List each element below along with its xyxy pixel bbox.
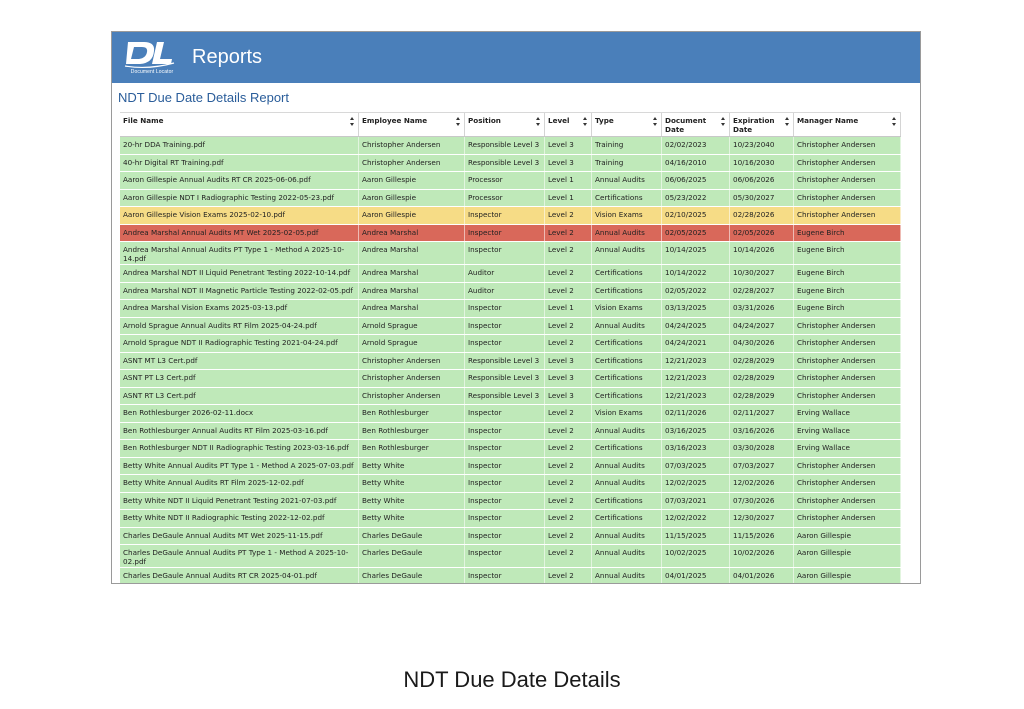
document-locator-logo[interactable] xyxy=(124,36,176,78)
cell-employee-name: Aaron Gillespie xyxy=(359,207,465,224)
cell-type: Certifications xyxy=(592,370,662,387)
column-header-label: Expiration Date xyxy=(733,116,775,134)
cell-manager-name: Eugene Birch xyxy=(794,242,901,264)
cell-expiration-date: 10/14/2026 xyxy=(730,242,794,264)
table-row[interactable] xyxy=(120,283,901,301)
cell-manager-name: Christopher Andersen xyxy=(794,172,901,189)
cell-employee-name: Andrea Marshal xyxy=(359,242,465,264)
cell-document-date: 10/14/2022 xyxy=(662,265,730,282)
cell-expiration-date: 04/24/2027 xyxy=(730,318,794,335)
app-title: Reports xyxy=(192,46,263,68)
cell-manager-name: Christopher Andersen xyxy=(794,335,901,352)
cell-level: Level 2 xyxy=(545,207,592,224)
table-row[interactable] xyxy=(120,137,901,155)
cell-level: Level 2 xyxy=(545,423,592,440)
sort-icon xyxy=(536,117,541,128)
cell-position: Responsible Level 3 xyxy=(465,388,545,405)
cell-employee-name: Andrea Marshal xyxy=(359,300,465,317)
cell-employee-name: Andrea Marshal xyxy=(359,225,465,242)
cell-document-date: 12/21/2023 xyxy=(662,370,730,387)
cell-expiration-date: 02/28/2027 xyxy=(730,283,794,300)
cell-employee-name: Ben Rothlesburger xyxy=(359,440,465,457)
cell-employee-name: Andrea Marshal xyxy=(359,265,465,282)
reports-window xyxy=(111,31,921,584)
cell-manager-name: Christopher Andersen xyxy=(794,388,901,405)
cell-position: Inspector xyxy=(465,207,545,224)
cell-document-date: 02/05/2022 xyxy=(662,283,730,300)
cell-document-date: 10/14/2025 xyxy=(662,242,730,264)
cell-level: Level 2 xyxy=(545,405,592,422)
cell-expiration-date: 12/02/2026 xyxy=(730,475,794,492)
column-header-position[interactable] xyxy=(465,113,545,136)
table-row[interactable] xyxy=(120,155,901,173)
cell-position: Inspector xyxy=(465,528,545,545)
cell-document-date: 02/05/2025 xyxy=(662,225,730,242)
table-row[interactable] xyxy=(120,300,901,318)
cell-level: Level 2 xyxy=(545,458,592,475)
cell-document-date: 02/02/2023 xyxy=(662,137,730,154)
table-row[interactable] xyxy=(120,190,901,208)
cell-type: Annual Audits xyxy=(592,242,662,264)
cell-level: Level 2 xyxy=(545,225,592,242)
cell-manager-name: Christopher Andersen xyxy=(794,510,901,527)
table-row[interactable] xyxy=(120,335,901,353)
table-row[interactable] xyxy=(120,423,901,441)
cell-level: Level 2 xyxy=(545,318,592,335)
cell-document-date: 03/16/2023 xyxy=(662,440,730,457)
cell-type: Certifications xyxy=(592,265,662,282)
cell-position: Inspector xyxy=(465,493,545,510)
table-body xyxy=(120,137,901,584)
cell-document-date: 04/16/2010 xyxy=(662,155,730,172)
cell-employee-name: Christopher Andersen xyxy=(359,155,465,172)
cell-expiration-date: 10/02/2026 xyxy=(730,545,794,567)
cell-expiration-date: 11/15/2026 xyxy=(730,528,794,545)
cell-position: Responsible Level 3 xyxy=(465,370,545,387)
cell-document-date: 07/03/2025 xyxy=(662,458,730,475)
cell-file-name: 40-hr Digital RT Training.pdf xyxy=(120,155,359,172)
cell-type: Vision Exams xyxy=(592,405,662,422)
cell-file-name: Betty White Annual Audits RT Film 2025-12-02.pdf xyxy=(120,475,359,492)
sort-icon xyxy=(653,117,658,128)
cell-employee-name: Charles DeGaule xyxy=(359,528,465,545)
cell-type: Certifications xyxy=(592,388,662,405)
cell-expiration-date: 03/16/2026 xyxy=(730,423,794,440)
column-header-label: Position xyxy=(468,116,501,125)
cell-document-date: 12/21/2023 xyxy=(662,353,730,370)
cell-type: Training xyxy=(592,137,662,154)
column-header-label: Document Date xyxy=(665,116,707,134)
table-row[interactable] xyxy=(120,242,901,265)
cell-type: Certifications xyxy=(592,335,662,352)
cell-manager-name: Christopher Andersen xyxy=(794,190,901,207)
cell-level: Level 2 xyxy=(545,475,592,492)
cell-level: Level 3 xyxy=(545,155,592,172)
cell-document-date: 02/11/2026 xyxy=(662,405,730,422)
cell-file-name: Aaron Gillespie Vision Exams 2025-02-10.pdf xyxy=(120,207,359,224)
cell-position: Inspector xyxy=(465,545,545,567)
column-header-document-date[interactable] xyxy=(662,113,730,136)
cell-level: Level 3 xyxy=(545,137,592,154)
cell-manager-name: Eugene Birch xyxy=(794,300,901,317)
cell-level: Level 2 xyxy=(545,440,592,457)
cell-expiration-date: 04/01/2026 xyxy=(730,568,794,584)
sort-icon xyxy=(350,117,355,128)
cell-expiration-date: 02/28/2029 xyxy=(730,370,794,387)
cell-position: Processor xyxy=(465,172,545,189)
report-title: NDT Due Date Details Report xyxy=(118,90,289,105)
table-row[interactable] xyxy=(120,475,901,493)
cell-manager-name: Christopher Andersen xyxy=(794,458,901,475)
cell-file-name: Ben Rothlesburger Annual Audits RT Film 2025-03-16.pdf xyxy=(120,423,359,440)
cell-expiration-date: 03/31/2026 xyxy=(730,300,794,317)
cell-position: Auditor xyxy=(465,283,545,300)
sort-icon xyxy=(892,117,897,128)
dl-logo-icon xyxy=(124,36,176,70)
cell-position: Inspector xyxy=(465,405,545,422)
table-row[interactable] xyxy=(120,405,901,423)
cell-expiration-date: 02/28/2029 xyxy=(730,388,794,405)
cell-employee-name: Christopher Andersen xyxy=(359,370,465,387)
cell-type: Annual Audits xyxy=(592,225,662,242)
cell-manager-name: Eugene Birch xyxy=(794,225,901,242)
cell-expiration-date: 06/06/2026 xyxy=(730,172,794,189)
table-row[interactable] xyxy=(120,528,901,546)
cell-type: Certifications xyxy=(592,190,662,207)
cell-expiration-date: 07/03/2027 xyxy=(730,458,794,475)
cell-type: Annual Audits xyxy=(592,545,662,567)
cell-document-date: 04/01/2025 xyxy=(662,568,730,584)
cell-type: Annual Audits xyxy=(592,172,662,189)
table-row[interactable] xyxy=(120,318,901,336)
cell-type: Annual Audits xyxy=(592,568,662,584)
cell-manager-name: Christopher Andersen xyxy=(794,370,901,387)
cell-document-date: 12/02/2025 xyxy=(662,475,730,492)
cell-file-name: Aaron Gillespie NDT I Radiographic Testing 2022-05-23.pdf xyxy=(120,190,359,207)
cell-file-name: Andrea Marshal Annual Audits MT Wet 2025-02-05.pdf xyxy=(120,225,359,242)
cell-type: Vision Exams xyxy=(592,207,662,224)
cell-level: Level 2 xyxy=(545,283,592,300)
cell-level: Level 2 xyxy=(545,265,592,282)
table-row[interactable] xyxy=(120,510,901,528)
cell-position: Auditor xyxy=(465,265,545,282)
cell-position: Processor xyxy=(465,190,545,207)
cell-position: Inspector xyxy=(465,475,545,492)
cell-type: Certifications xyxy=(592,510,662,527)
cell-position: Inspector xyxy=(465,440,545,457)
table-row[interactable] xyxy=(120,493,901,511)
cell-type: Annual Audits xyxy=(592,528,662,545)
cell-employee-name: Charles DeGaule xyxy=(359,545,465,567)
cell-file-name: Charles DeGaule Annual Audits PT Type 1 - Method A 2025-10-02.pdf xyxy=(120,545,359,567)
cell-employee-name: Christopher Andersen xyxy=(359,137,465,154)
cell-file-name: Ben Rothlesburger NDT II Radiographic Testing 2023-03-16.pdf xyxy=(120,440,359,457)
cell-file-name: Arnold Sprague NDT II Radiographic Testing 2021-04-24.pdf xyxy=(120,335,359,352)
cell-manager-name: Aaron Gillespie xyxy=(794,528,901,545)
cell-file-name: 20-hr DDA Training.pdf xyxy=(120,137,359,154)
sort-icon xyxy=(583,117,588,128)
sort-icon xyxy=(785,117,790,128)
cell-employee-name: Betty White xyxy=(359,475,465,492)
cell-position: Inspector xyxy=(465,458,545,475)
cell-document-date: 05/23/2022 xyxy=(662,190,730,207)
cell-type: Annual Audits xyxy=(592,318,662,335)
table-header xyxy=(120,112,901,137)
cell-file-name: Andrea Marshal Annual Audits PT Type 1 - Method A 2025-10-14.pdf xyxy=(120,242,359,264)
cell-expiration-date: 03/30/2028 xyxy=(730,440,794,457)
column-header-label: Employee Name xyxy=(362,116,428,125)
cell-manager-name: Eugene Birch xyxy=(794,283,901,300)
cell-level: Level 2 xyxy=(545,545,592,567)
cell-manager-name: Eugene Birch xyxy=(794,265,901,282)
cell-document-date: 03/13/2025 xyxy=(662,300,730,317)
cell-expiration-date: 05/30/2027 xyxy=(730,190,794,207)
cell-employee-name: Betty White xyxy=(359,458,465,475)
cell-document-date: 12/21/2023 xyxy=(662,388,730,405)
cell-document-date: 11/15/2025 xyxy=(662,528,730,545)
cell-expiration-date: 10/23/2040 xyxy=(730,137,794,154)
cell-level: Level 2 xyxy=(545,335,592,352)
column-header-expiration-date[interactable] xyxy=(730,113,794,136)
cell-file-name: Andrea Marshal Vision Exams 2025-03-13.pdf xyxy=(120,300,359,317)
cell-expiration-date: 12/30/2027 xyxy=(730,510,794,527)
cell-expiration-date: 02/05/2026 xyxy=(730,225,794,242)
cell-manager-name: Aaron Gillespie xyxy=(794,568,901,584)
cell-file-name: Betty White Annual Audits PT Type 1 - Method A 2025-07-03.pdf xyxy=(120,458,359,475)
cell-expiration-date: 07/30/2026 xyxy=(730,493,794,510)
column-header-file-name[interactable] xyxy=(120,113,359,136)
cell-document-date: 03/16/2025 xyxy=(662,423,730,440)
cell-level: Level 1 xyxy=(545,172,592,189)
cell-employee-name: Ben Rothlesburger xyxy=(359,405,465,422)
table-row[interactable] xyxy=(120,265,901,283)
cell-employee-name: Arnold Sprague xyxy=(359,335,465,352)
cell-document-date: 04/24/2021 xyxy=(662,335,730,352)
cell-level: Level 3 xyxy=(545,353,592,370)
table-row[interactable] xyxy=(120,172,901,190)
cell-employee-name: Ben Rothlesburger xyxy=(359,423,465,440)
cell-file-name: ASNT RT L3 Cert.pdf xyxy=(120,388,359,405)
column-header-label: File Name xyxy=(123,116,164,125)
cell-type: Vision Exams xyxy=(592,300,662,317)
sort-icon xyxy=(456,117,461,128)
cell-level: Level 2 xyxy=(545,242,592,264)
cell-file-name: Charles DeGaule Annual Audits MT Wet 2025-11-15.pdf xyxy=(120,528,359,545)
cell-manager-name: Erving Wallace xyxy=(794,423,901,440)
cell-expiration-date: 04/30/2026 xyxy=(730,335,794,352)
cell-type: Training xyxy=(592,155,662,172)
cell-level: Level 1 xyxy=(545,190,592,207)
report-table xyxy=(120,112,901,584)
cell-manager-name: Aaron Gillespie xyxy=(794,545,901,567)
cell-type: Certifications xyxy=(592,283,662,300)
cell-level: Level 3 xyxy=(545,388,592,405)
column-header-label: Type xyxy=(595,116,614,125)
cell-document-date: 07/03/2021 xyxy=(662,493,730,510)
image-caption: NDT Due Date Details xyxy=(403,667,621,692)
cell-file-name: Ben Rothlesburger 2026-02-11.docx xyxy=(120,405,359,422)
cell-document-date: 04/24/2025 xyxy=(662,318,730,335)
table-row[interactable] xyxy=(120,388,901,406)
table-row[interactable] xyxy=(120,370,901,388)
table-row[interactable] xyxy=(120,568,901,584)
cell-file-name: Arnold Sprague Annual Audits RT Film 2025-04-24.pdf xyxy=(120,318,359,335)
cell-position: Inspector xyxy=(465,423,545,440)
column-header-type[interactable] xyxy=(592,113,662,136)
cell-position: Inspector xyxy=(465,318,545,335)
cell-level: Level 2 xyxy=(545,510,592,527)
cell-type: Certifications xyxy=(592,353,662,370)
column-header-label: Manager Name xyxy=(797,116,859,125)
cell-employee-name: Christopher Andersen xyxy=(359,388,465,405)
cell-employee-name: Betty White xyxy=(359,493,465,510)
cell-level: Level 3 xyxy=(545,370,592,387)
cell-manager-name: Christopher Andersen xyxy=(794,353,901,370)
logo-subtext: Document Locator xyxy=(130,69,174,75)
cell-manager-name: Christopher Andersen xyxy=(794,475,901,492)
cell-file-name: Andrea Marshal NDT II Liquid Penetrant Testing 2022-10-14.pdf xyxy=(120,265,359,282)
cell-level: Level 2 xyxy=(545,528,592,545)
cell-file-name: ASNT MT L3 Cert.pdf xyxy=(120,353,359,370)
column-header-label: Level xyxy=(548,116,570,125)
cell-manager-name: Christopher Andersen xyxy=(794,318,901,335)
cell-manager-name: Christopher Andersen xyxy=(794,207,901,224)
cell-position: Inspector xyxy=(465,300,545,317)
cell-position: Inspector xyxy=(465,225,545,242)
table-row[interactable] xyxy=(120,458,901,476)
cell-manager-name: Erving Wallace xyxy=(794,405,901,422)
cell-employee-name: Arnold Sprague xyxy=(359,318,465,335)
cell-manager-name: Christopher Andersen xyxy=(794,137,901,154)
app-header xyxy=(112,32,920,83)
cell-employee-name: Betty White xyxy=(359,510,465,527)
cell-manager-name: Erving Wallace xyxy=(794,440,901,457)
table-row[interactable] xyxy=(120,440,901,458)
cell-document-date: 02/10/2025 xyxy=(662,207,730,224)
table-row[interactable] xyxy=(120,225,901,243)
cell-expiration-date: 10/16/2030 xyxy=(730,155,794,172)
cell-employee-name: Christopher Andersen xyxy=(359,353,465,370)
cell-file-name: ASNT PT L3 Cert.pdf xyxy=(120,370,359,387)
column-header-manager-name[interactable] xyxy=(794,113,901,136)
cell-document-date: 10/02/2025 xyxy=(662,545,730,567)
sort-icon xyxy=(721,117,726,128)
cell-expiration-date: 10/30/2027 xyxy=(730,265,794,282)
cell-level: Level 2 xyxy=(545,493,592,510)
cell-type: Annual Audits xyxy=(592,475,662,492)
cell-manager-name: Christopher Andersen xyxy=(794,493,901,510)
cell-employee-name: Aaron Gillespie xyxy=(359,172,465,189)
cell-expiration-date: 02/28/2026 xyxy=(730,207,794,224)
table-row[interactable] xyxy=(120,545,901,568)
cell-document-date: 06/06/2025 xyxy=(662,172,730,189)
cell-employee-name: Charles DeGaule xyxy=(359,568,465,584)
cell-level: Level 1 xyxy=(545,300,592,317)
cell-file-name: Aaron Gillespie Annual Audits RT CR 2025-06-06.pdf xyxy=(120,172,359,189)
cell-file-name: Andrea Marshal NDT II Magnetic Particle Testing 2022-02-05.pdf xyxy=(120,283,359,300)
cell-employee-name: Aaron Gillespie xyxy=(359,190,465,207)
cell-position: Responsible Level 3 xyxy=(465,155,545,172)
cell-expiration-date: 02/28/2029 xyxy=(730,353,794,370)
cell-type: Certifications xyxy=(592,440,662,457)
cell-type: Certifications xyxy=(592,493,662,510)
column-header-employee-name[interactable] xyxy=(359,113,465,136)
table-row[interactable] xyxy=(120,353,901,371)
cell-position: Inspector xyxy=(465,510,545,527)
cell-file-name: Betty White NDT II Liquid Penetrant Testing 2021-07-03.pdf xyxy=(120,493,359,510)
cell-employee-name: Andrea Marshal xyxy=(359,283,465,300)
cell-type: Annual Audits xyxy=(592,458,662,475)
cell-position: Responsible Level 3 xyxy=(465,137,545,154)
cell-type: Annual Audits xyxy=(592,423,662,440)
cell-document-date: 12/02/2022 xyxy=(662,510,730,527)
cell-position: Inspector xyxy=(465,242,545,264)
cell-level: Level 2 xyxy=(545,568,592,584)
table-row[interactable] xyxy=(120,207,901,225)
cell-position: Inspector xyxy=(465,335,545,352)
cell-file-name: Charles DeGaule Annual Audits RT CR 2025-04-01.pdf xyxy=(120,568,359,584)
column-header-level[interactable] xyxy=(545,113,592,136)
cell-file-name: Betty White NDT II Radiographic Testing 2022-12-02.pdf xyxy=(120,510,359,527)
cell-expiration-date: 02/11/2027 xyxy=(730,405,794,422)
cell-manager-name: Christopher Andersen xyxy=(794,155,901,172)
cell-position: Responsible Level 3 xyxy=(465,353,545,370)
cell-position: Inspector xyxy=(465,568,545,584)
